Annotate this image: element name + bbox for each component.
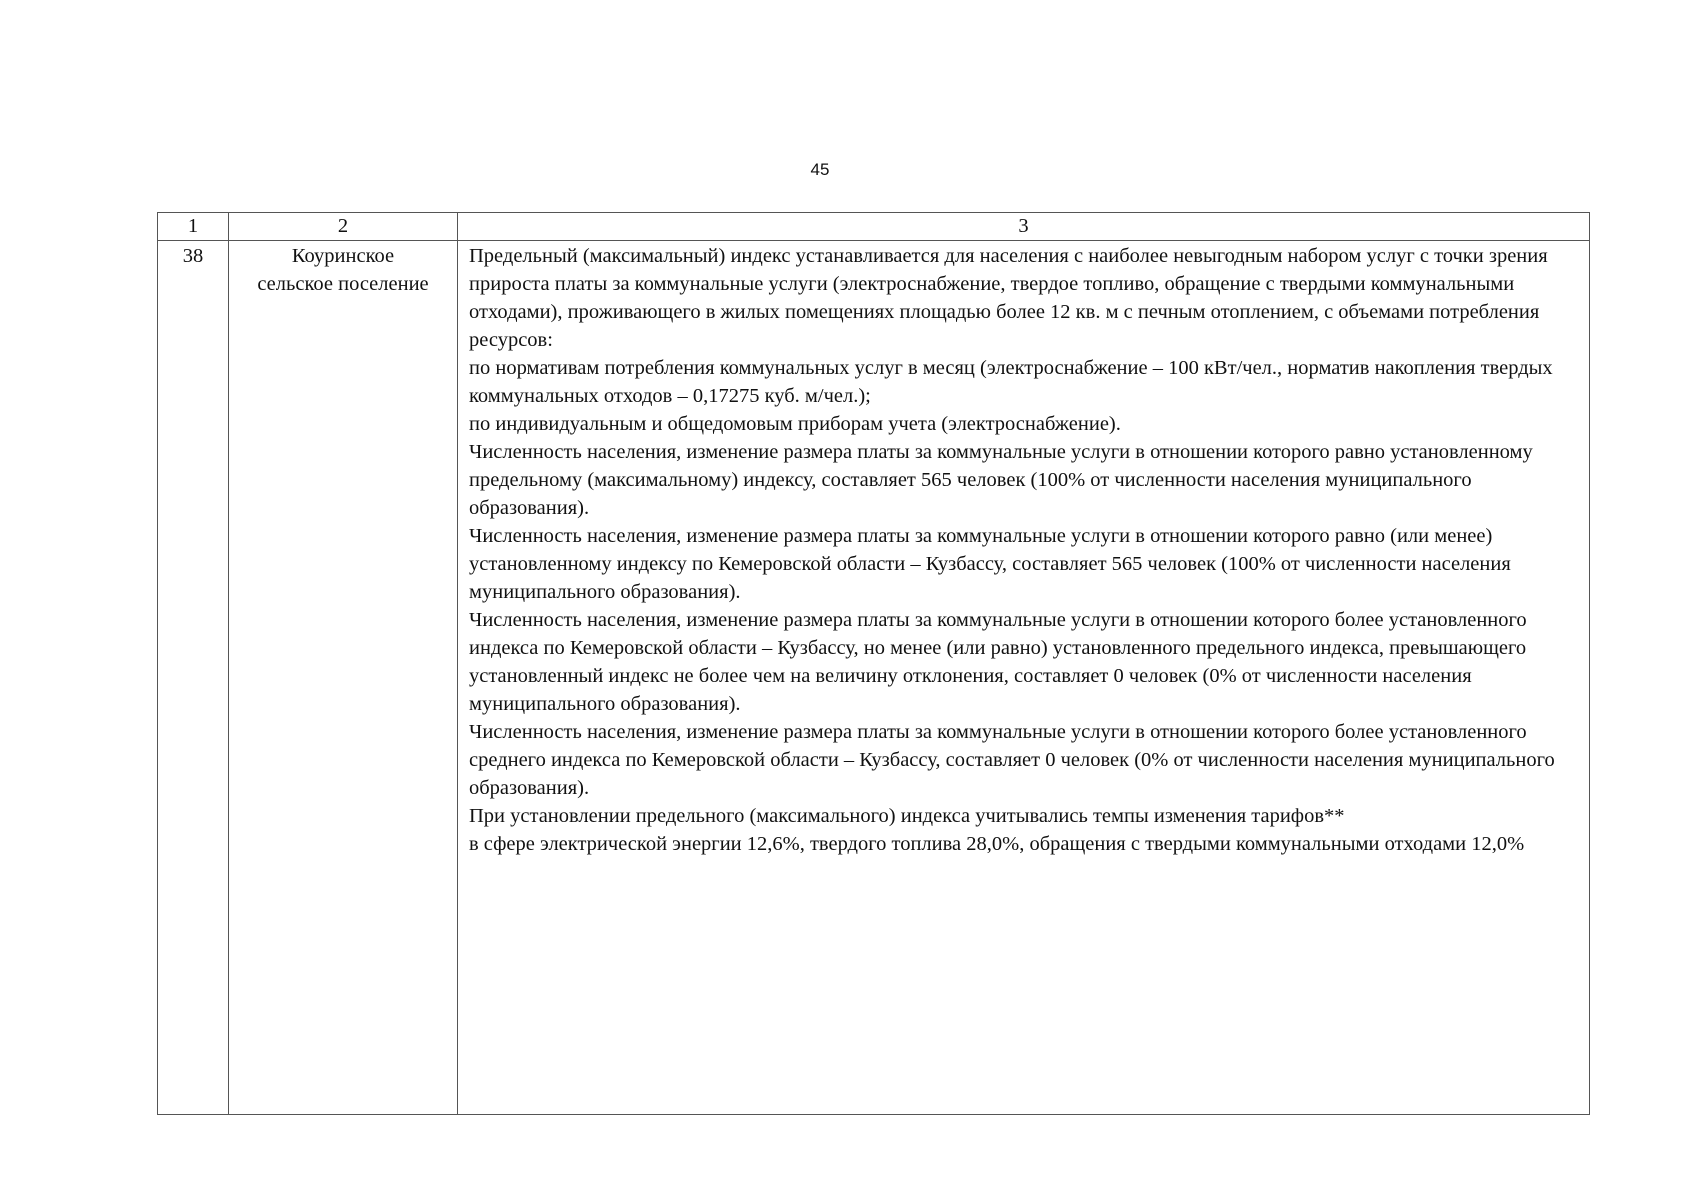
- row-number: 38: [182, 245, 204, 267]
- paragraph-population-above-average: Численность населения, изменение размера платы за коммунальные услуги в отношении которого более установленного среднего индекса по Кемеровской области – Кузбассу, составляет 0 человек (0% от численности населения муниципального образования).: [469, 721, 1555, 799]
- paragraph-consumption-norms: по нормативам потребления коммунальных услуг в месяц (электроснабжение – 100 кВт/чел., норматив накопления твердых коммунальных отходов – 0,17275 куб. м/чел.);: [469, 357, 1553, 407]
- column-header-2: 2: [229, 213, 458, 241]
- column-header-1: 1: [158, 213, 229, 241]
- column-header-3: 3: [458, 213, 1590, 241]
- municipality-name-line1: Коуринское: [291, 245, 395, 267]
- table-row: [158, 241, 1590, 1115]
- row-number-cell: [158, 241, 229, 1115]
- tariff-index-table: [157, 212, 1590, 1115]
- page-number: 45: [810, 160, 830, 179]
- paragraph-population-regional-index: Численность населения, изменение размера платы за коммунальные услуги в отношении которого равно (или менее) установленному индексу по Кемеровской области – Кузбассу, составляет 565 человек (100% от численности населения муниципального образования).: [469, 525, 1511, 603]
- paragraph-index-definition: Предельный (максимальный) индекс устанавливается для населения с наиболее невыгодным набором услуг с точки зрения прироста платы за коммунальные услуги (электроснабжение, твердое топливо, обращение с твердыми коммунальными отходами), проживающего в жилых помещениях площадью более 12 кв. м с печным отоплением, с объемами потребления ресурсов:: [469, 245, 1548, 351]
- municipality-name-line2: сельское поселение: [257, 273, 429, 295]
- municipality-cell: [229, 241, 458, 1115]
- paragraph-metering: по индивидуальным и общедомовым приборам учета (электроснабжение).: [469, 413, 1121, 435]
- paragraph-population-deviation: Численность населения, изменение размера платы за коммунальные услуги в отношении которого более установленного индекса по Кемеровской области – Кузбассу, но менее (или равно) установленного предельного индекса, превышающего установленный индекс не более чем на величину отклонения, составляет 0 человек (0% от численности населения муниципального образования).: [469, 609, 1527, 715]
- paragraph-tariff-rates-intro: При установлении предельного (максимального) индекса учитывались темпы изменения тарифов**: [469, 805, 1345, 827]
- paragraph-population-max-index: Численность населения, изменение размера платы за коммунальные услуги в отношении которого равно установленному предельному (максимальному) индексу, составляет 565 человек (100% от численности населения муниципального образования).: [469, 441, 1533, 519]
- description-cell: [458, 241, 1590, 1115]
- paragraph-tariff-rates: в сфере электрической энергии 12,6%, твердого топлива 28,0%, обращения с твердыми коммунальными отходами 12,0%: [469, 833, 1525, 855]
- table-header-row: [158, 213, 1590, 241]
